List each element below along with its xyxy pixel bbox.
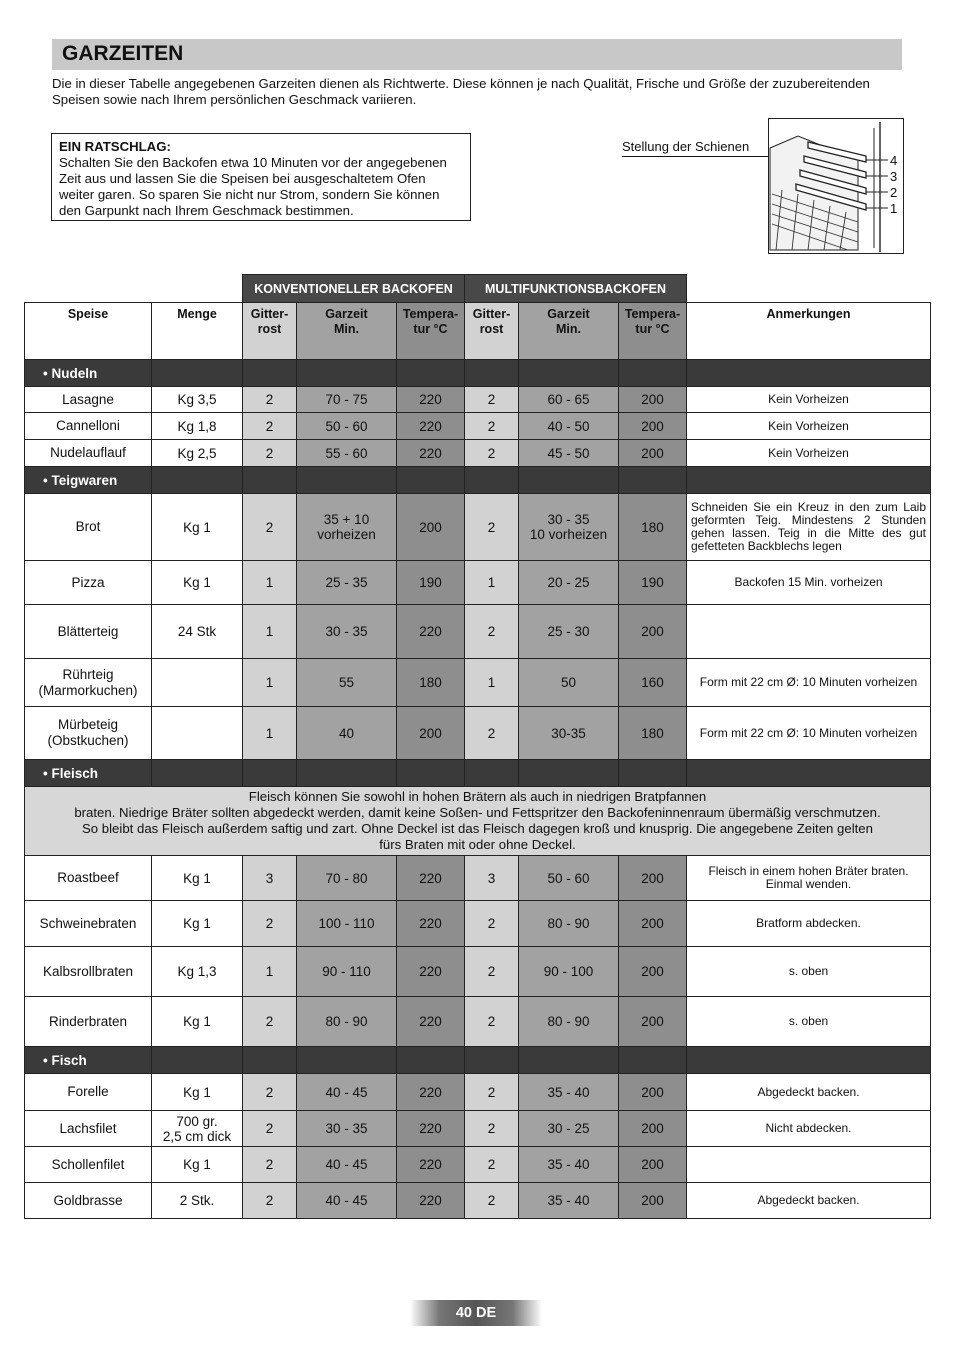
time-conv-cell: 30 - 35 — [297, 1111, 397, 1147]
note-cell: Kein Vorheizen — [687, 387, 931, 413]
temp-conv-cell: 220 — [397, 387, 465, 413]
dish-cell-line: (Obstkuchen) — [47, 733, 129, 748]
category-row — [25, 760, 931, 787]
category-filler — [619, 360, 687, 387]
time-multi-cell-line: 10 vorheizen — [529, 527, 608, 542]
category-filler — [397, 760, 465, 787]
time-multi-cell: 35 - 40 — [519, 1147, 619, 1183]
table-row — [25, 947, 931, 997]
dish-cell — [25, 707, 152, 760]
meat-info-text — [25, 787, 931, 856]
table-row — [25, 440, 931, 467]
time-conv-cell: 80 - 90 — [297, 997, 397, 1047]
temp-conv-cell: 220 — [397, 1183, 465, 1219]
category-filler — [465, 760, 519, 787]
time-multi-cell: 50 — [519, 659, 619, 707]
category-filler — [152, 360, 243, 387]
dish-cell: Rinderbraten — [25, 997, 152, 1047]
time-conv-cell: 70 - 80 — [297, 856, 397, 901]
category-filler — [397, 360, 465, 387]
rack-multi-cell: 1 — [465, 561, 519, 605]
temp-multi-cell: 200 — [619, 387, 687, 413]
note-cell: Fleisch in einem hohen Bräter braten. Einmal wenden. — [687, 856, 931, 901]
note-cell: s. oben — [687, 997, 931, 1047]
time-multi-cell: 25 - 30 — [519, 605, 619, 659]
note-cell: Form mit 22 cm Ø: 10 Minuten vorheizen — [687, 659, 931, 707]
col-header-quantity: Menge — [152, 303, 243, 360]
info-line: fürs Braten mit oder ohne Deckel. — [379, 837, 576, 852]
rack-conv-cell: 2 — [243, 413, 297, 440]
note-cell: Form mit 22 cm Ø: 10 Minuten vorheizen — [687, 707, 931, 760]
rack-conv-cell: 2 — [243, 997, 297, 1047]
quantity-cell: Kg 3,5 — [152, 387, 243, 413]
quantity-cell: Kg 1,3 — [152, 947, 243, 997]
category-filler — [243, 1047, 297, 1074]
category-filler — [687, 760, 931, 787]
temp-multi-cell: 200 — [619, 997, 687, 1047]
time-multi-cell: 30 - 25 — [519, 1111, 619, 1147]
category-filler — [243, 467, 297, 494]
temp-conv-cell: 220 — [397, 1111, 465, 1147]
rack-multi-cell: 2 — [465, 494, 519, 561]
rail-level-3: 3 — [890, 169, 898, 184]
dish-cell: Roastbeef — [25, 856, 152, 901]
temp-multi-cell: 200 — [619, 1111, 687, 1147]
note-cell: Nicht abdecken. — [687, 1111, 931, 1147]
col-header-rack-multi: Gitter- rost — [465, 303, 519, 360]
time-multi-cell-line: 30 - 35 — [547, 512, 590, 527]
dish-cell-line: Mürbeteig — [57, 717, 119, 732]
time-conv-cell: 25 - 35 — [297, 561, 397, 605]
rack-multi-cell: 2 — [465, 387, 519, 413]
quantity-cell-line: 2,5 cm dick — [162, 1128, 232, 1144]
category-filler — [297, 360, 397, 387]
time-conv-cell: 55 - 60 — [297, 440, 397, 467]
dish-cell: Nudelauflauf — [25, 440, 152, 467]
dish-cell-line: (Marmorkuchen) — [38, 682, 138, 698]
time-multi-cell: 80 - 90 — [519, 901, 619, 947]
time-conv-cell — [297, 494, 397, 561]
quantity-cell: Kg 1 — [152, 997, 243, 1047]
time-conv-cell-line: 35 + 10 — [323, 512, 370, 527]
rack-multi-cell: 3 — [465, 856, 519, 901]
rail-pointer-line — [622, 156, 768, 157]
temp-multi-cell: 200 — [619, 605, 687, 659]
quantity-cell: Kg 1 — [152, 901, 243, 947]
table-row — [25, 413, 931, 440]
quantity-cell — [152, 1111, 243, 1147]
dish-cell: Cannelloni — [25, 413, 152, 440]
dish-cell: Schweinebraten — [25, 901, 152, 947]
dish-cell: Kalbsrollbraten — [25, 947, 152, 997]
temp-multi-cell: 200 — [619, 1074, 687, 1111]
rack-multi-cell: 2 — [465, 1183, 519, 1219]
rack-multi-cell: 2 — [465, 1147, 519, 1183]
quantity-cell — [152, 659, 243, 707]
oven-rail-diagram — [768, 118, 904, 254]
quantity-cell: 2 Stk. — [152, 1183, 243, 1219]
table-row — [25, 856, 931, 901]
category-filler — [519, 360, 619, 387]
col-header-rack-conv: Gitter- rost — [243, 303, 297, 360]
time-conv-cell: 90 - 110 — [297, 947, 397, 997]
rack-multi-cell: 2 — [465, 901, 519, 947]
temp-multi-cell: 200 — [619, 1147, 687, 1183]
table-row — [25, 901, 931, 947]
rack-multi-cell: 2 — [465, 413, 519, 440]
dish-cell: Pizza — [25, 561, 152, 605]
dish-cell: Brot — [25, 494, 152, 561]
rack-multi-cell: 2 — [465, 440, 519, 467]
temp-multi-cell: 180 — [619, 707, 687, 760]
category-filler — [152, 467, 243, 494]
note-cell: Bratform abdecken. — [687, 901, 931, 947]
info-line: braten. Niedrige Bräter sollten abgedeckt werden, damit keine Soßen- und Fettspritzer den Backofeninnenraum übermäßig verschmutzen. — [74, 805, 881, 820]
temp-multi-cell: 200 — [619, 440, 687, 467]
time-multi-cell: 50 - 60 — [519, 856, 619, 901]
temp-conv-cell: 220 — [397, 856, 465, 901]
rack-multi-cell: 2 — [465, 1074, 519, 1111]
temp-multi-cell: 200 — [619, 1183, 687, 1219]
dish-cell-line: Rührteig — [62, 666, 114, 682]
temp-conv-cell: 220 — [397, 997, 465, 1047]
rack-conv-cell: 2 — [243, 1074, 297, 1111]
rack-multi-cell: 2 — [465, 1111, 519, 1147]
rack-conv-cell: 1 — [243, 707, 297, 760]
table-row — [25, 494, 931, 561]
section-info-row — [25, 787, 931, 856]
temp-multi-cell: 200 — [619, 947, 687, 997]
group-header-multifunction: MULTIFUNKTIONSBACKOFEN — [465, 275, 687, 303]
category-filler — [243, 760, 297, 787]
dish-cell: Lachsfilet — [25, 1111, 152, 1147]
time-conv-cell: 40 - 45 — [297, 1183, 397, 1219]
time-multi-cell: 80 - 90 — [519, 997, 619, 1047]
category-filler — [687, 360, 931, 387]
note-cell — [687, 1147, 931, 1183]
dish-cell: Forelle — [25, 1074, 152, 1111]
quantity-cell: Kg 1 — [152, 856, 243, 901]
cooking-times-table — [24, 274, 931, 1219]
category-filler — [619, 760, 687, 787]
time-multi-cell: 90 - 100 — [519, 947, 619, 997]
time-multi-cell: 35 - 40 — [519, 1074, 619, 1111]
temp-multi-cell: 200 — [619, 413, 687, 440]
rail-label: Stellung der Schienen — [622, 139, 750, 154]
temp-conv-cell: 220 — [397, 605, 465, 659]
category-filler — [397, 467, 465, 494]
temp-multi-cell: 190 — [619, 561, 687, 605]
note-cell: Kein Vorheizen — [687, 413, 931, 440]
rack-conv-cell: 2 — [243, 440, 297, 467]
quantity-cell: Kg 1,8 — [152, 413, 243, 440]
col-header-dish: Speise — [25, 303, 152, 360]
time-conv-cell: 30 - 35 — [297, 605, 397, 659]
rack-conv-cell: 1 — [243, 561, 297, 605]
temp-conv-cell: 180 — [397, 659, 465, 707]
dish-cell: Blätterteig — [25, 605, 152, 659]
temp-multi-cell: 160 — [619, 659, 687, 707]
col-header-time-conv: Garzeit Min. — [297, 303, 397, 360]
table-row — [25, 561, 931, 605]
page-number-badge — [410, 1300, 542, 1326]
group-header-conventional: KONVENTIONELLER BACKOFEN — [243, 275, 465, 303]
temp-conv-cell: 220 — [397, 1147, 465, 1183]
note-cell: Abgedeckt backen. — [687, 1183, 931, 1219]
table-row — [25, 605, 931, 659]
time-conv-cell: 55 — [297, 659, 397, 707]
table-row — [25, 1183, 931, 1219]
quantity-cell: Kg 1 — [152, 1074, 243, 1111]
dish-cell: Goldbrasse — [25, 1183, 152, 1219]
time-multi-cell: 20 - 25 — [519, 561, 619, 605]
info-line: Fleisch können Sie sowohl in hohen Brätern als auch in niedrigen Bratpfannen — [248, 789, 707, 804]
col-header-temp-multi: Tempera- tur °C — [619, 303, 687, 360]
quantity-cell: 24 Stk — [152, 605, 243, 659]
category-row — [25, 360, 931, 387]
time-multi-cell — [519, 494, 619, 561]
category-filler — [619, 467, 687, 494]
quantity-cell — [152, 707, 243, 760]
dish-cell: Schollenfilet — [25, 1147, 152, 1183]
column-header-row — [25, 303, 931, 360]
table-row — [25, 659, 931, 707]
temp-multi-cell: 180 — [619, 494, 687, 561]
col-header-time-multi: Garzeit Min. — [519, 303, 619, 360]
category-filler — [519, 760, 619, 787]
category-filler — [687, 1047, 931, 1074]
quantity-cell: Kg 1 — [152, 494, 243, 561]
temp-conv-cell: 220 — [397, 901, 465, 947]
temp-conv-cell: 190 — [397, 561, 465, 605]
temp-conv-cell: 200 — [397, 494, 465, 561]
temp-multi-cell: 200 — [619, 856, 687, 901]
rail-level-2: 2 — [890, 185, 898, 200]
category-row — [25, 467, 931, 494]
time-multi-cell: 30-35 — [519, 707, 619, 760]
temp-multi-cell: 200 — [619, 901, 687, 947]
temp-conv-cell: 220 — [397, 947, 465, 997]
rack-multi-cell: 2 — [465, 997, 519, 1047]
quantity-cell-line: 700 gr. — [176, 1113, 218, 1129]
rack-multi-cell: 1 — [465, 659, 519, 707]
category-filler — [397, 1047, 465, 1074]
table-row — [25, 1074, 931, 1111]
category-filler — [619, 1047, 687, 1074]
table-row — [25, 1147, 931, 1183]
category-filler — [243, 360, 297, 387]
rail-level-4: 4 — [890, 153, 898, 168]
temp-conv-cell: 200 — [397, 707, 465, 760]
quantity-cell: Kg 1 — [152, 1147, 243, 1183]
temp-conv-cell: 220 — [397, 413, 465, 440]
time-conv-cell: 50 - 60 — [297, 413, 397, 440]
rack-multi-cell: 2 — [465, 707, 519, 760]
dish-cell: Lasagne — [25, 387, 152, 413]
rack-conv-cell: 2 — [243, 901, 297, 947]
advice-box — [51, 133, 471, 221]
category-filler — [687, 467, 931, 494]
temp-conv-cell: 220 — [397, 440, 465, 467]
time-multi-cell: 45 - 50 — [519, 440, 619, 467]
rack-conv-cell: 1 — [243, 659, 297, 707]
category-filler — [465, 1047, 519, 1074]
note-cell: Backofen 15 Min. vorheizen — [687, 561, 931, 605]
category-label: • Teigwaren — [25, 467, 152, 494]
category-row — [25, 1047, 931, 1074]
table-row — [25, 707, 931, 760]
rack-multi-cell: 2 — [465, 947, 519, 997]
dish-cell — [25, 659, 152, 707]
info-line: So bleibt das Fleisch außerdem saftig und zart. Ohne Deckel ist das Fleisch dagegen kroß und knusprig. Die angegebene Zeiten gelten — [82, 821, 873, 836]
rack-conv-cell: 1 — [243, 605, 297, 659]
time-multi-cell: 40 - 50 — [519, 413, 619, 440]
time-conv-cell: 70 - 75 — [297, 387, 397, 413]
note-cell — [687, 605, 931, 659]
rack-conv-cell: 2 — [243, 387, 297, 413]
note-cell: Abgedeckt backen. — [687, 1074, 931, 1111]
page-number: 40 DE — [455, 1305, 497, 1321]
note-cell: s. oben — [687, 947, 931, 997]
col-header-notes: Anmerkungen — [687, 303, 931, 360]
category-filler — [297, 760, 397, 787]
title-bar — [52, 39, 902, 70]
page-title: GARZEITEN — [62, 42, 184, 65]
time-conv-cell: 100 - 110 — [297, 901, 397, 947]
note-cell: Schneiden Sie ein Kreuz in den zum Laib geformten Teig. Mindestens 2 Stunden gehen lassen. Teig in die Mitte des gut gefetteten Backblechs legen — [687, 494, 931, 561]
category-filler — [152, 1047, 243, 1074]
category-filler — [519, 467, 619, 494]
quantity-cell: Kg 2,5 — [152, 440, 243, 467]
rack-conv-cell: 2 — [243, 1147, 297, 1183]
rack-conv-cell: 3 — [243, 856, 297, 901]
category-filler — [297, 1047, 397, 1074]
time-conv-cell: 40 - 45 — [297, 1147, 397, 1183]
rack-conv-cell: 2 — [243, 1183, 297, 1219]
category-filler — [297, 467, 397, 494]
rack-conv-cell: 2 — [243, 494, 297, 561]
quantity-cell: Kg 1 — [152, 561, 243, 605]
rail-level-1: 1 — [890, 201, 898, 216]
rack-conv-cell: 1 — [243, 947, 297, 997]
category-filler — [465, 467, 519, 494]
category-label: • Nudeln — [25, 360, 152, 387]
table-row — [25, 1111, 931, 1147]
category-filler — [519, 1047, 619, 1074]
category-filler — [465, 360, 519, 387]
time-conv-cell: 40 - 45 — [297, 1074, 397, 1111]
category-label: • Fisch — [25, 1047, 152, 1074]
time-multi-cell: 35 - 40 — [519, 1183, 619, 1219]
rack-conv-cell: 2 — [243, 1111, 297, 1147]
advice-heading: EIN RATSCHLAG: — [59, 139, 171, 154]
advice-text: Schalten Sie den Backofen etwa 10 Minuten vor der angegebenen Zeit aus und lassen Sie die Speisen bei ausgeschaltetem Ofen weiter garen. So sparen Sie nicht nur Strom, sondern Sie können den Garpunkt nach Ihrem Geschmack bestimmen. — [59, 155, 447, 218]
table-row — [25, 387, 931, 413]
col-header-temp-conv: Tempera- tur °C — [397, 303, 465, 360]
intro-text: Die in dieser Tabelle angegebenen Garzeiten dienen als Richtwerte. Diese können je nach Qualität, Frische und Größe der zuzubereitenden Speisen sowie nach Ihrem persönlichen Geschmack variieren. — [52, 76, 870, 107]
time-multi-cell: 60 - 65 — [519, 387, 619, 413]
note-cell: Kein Vorheizen — [687, 440, 931, 467]
table-row — [25, 997, 931, 1047]
time-conv-cell: 40 — [297, 707, 397, 760]
rack-multi-cell: 2 — [465, 605, 519, 659]
category-label: • Fleisch — [25, 760, 152, 787]
category-filler — [152, 760, 243, 787]
time-conv-cell-line: vorheizen — [317, 527, 376, 542]
temp-conv-cell: 220 — [397, 1074, 465, 1111]
